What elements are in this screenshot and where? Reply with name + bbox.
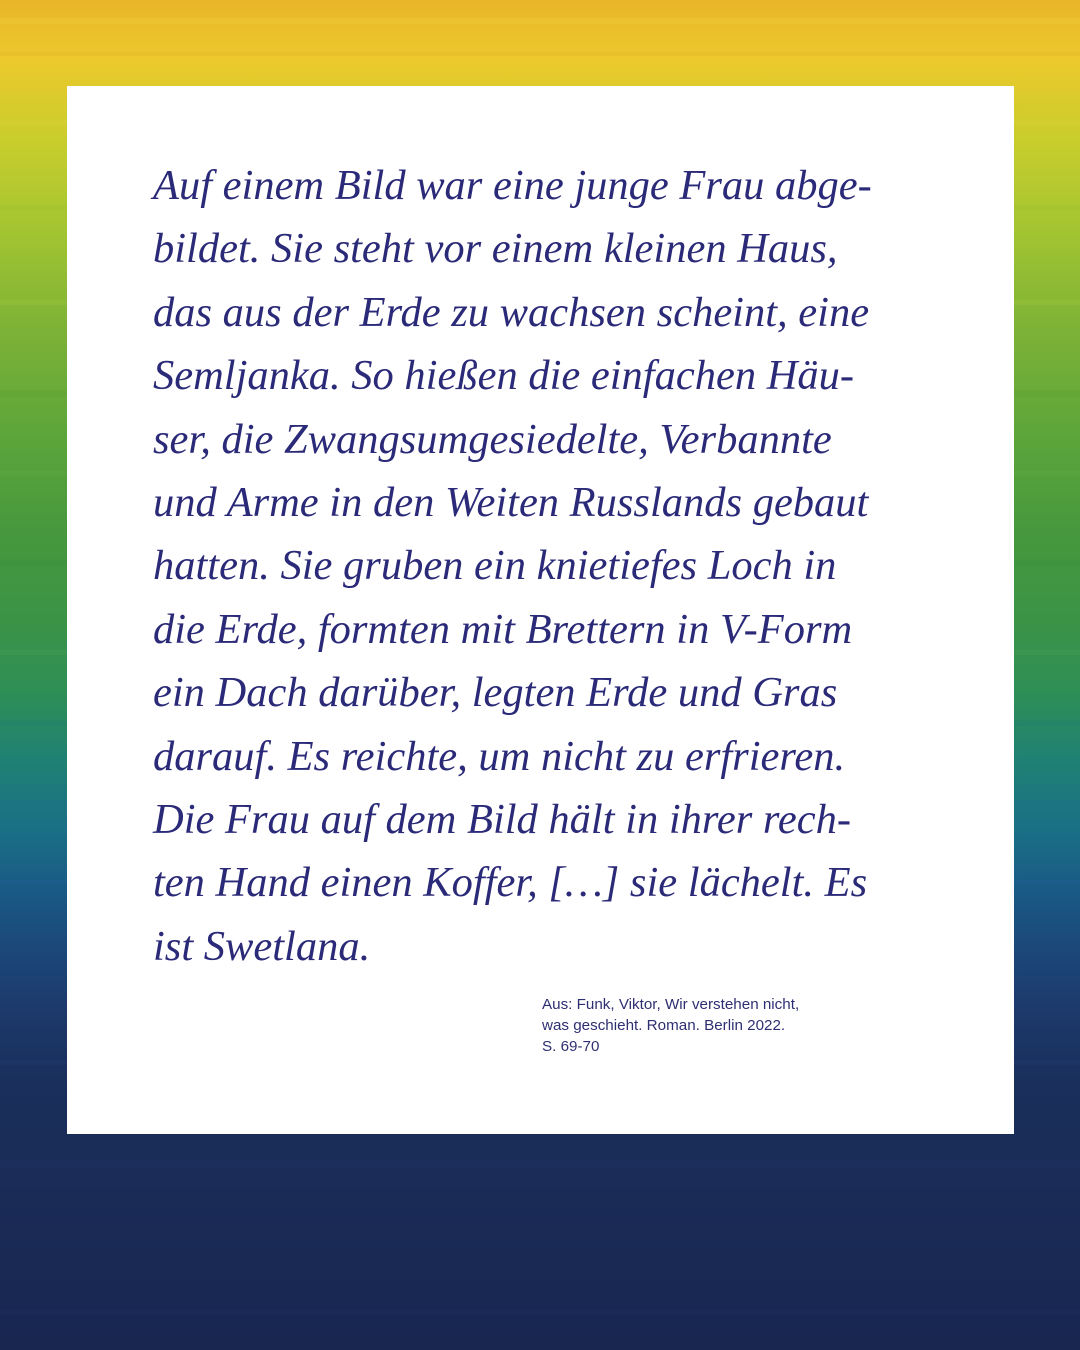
quote-line: Die Frau auf dem Bild hält in ihrer rech- bbox=[153, 796, 851, 844]
quote-line: das aus der Erde zu wachsen scheint, eine bbox=[153, 288, 870, 336]
quote-line: Auf einem Bild war eine junge Frau abge- bbox=[153, 162, 872, 209]
quote-line: bildet. Sie steht vor einem kleinen Haus, bbox=[153, 225, 838, 273]
quote-line: darauf. Es reichte, um nicht zu erfrieren. bbox=[153, 732, 846, 780]
quote-line: die Erde, formten mit Brettern in V-Form bbox=[153, 605, 853, 653]
quote-card bbox=[67, 86, 1014, 1134]
quote-line: ist Swetlana. bbox=[153, 922, 371, 970]
quote-line: ten Hand einen Koffer, […] sie lächelt. Es bbox=[153, 859, 868, 907]
quote-line: und Arme in den Weiten Russlands gebaut bbox=[153, 479, 869, 527]
quote-text bbox=[153, 154, 953, 978]
source-citation bbox=[542, 994, 942, 1057]
quote-line: ein Dach darüber, legten Erde und Gras bbox=[153, 669, 838, 717]
quote-line: Semljanka. So hießen die einfachen Häu- bbox=[153, 352, 855, 400]
source-line: Aus: Funk, Viktor, Wir verstehen nicht, bbox=[542, 996, 800, 1013]
quote-line: ser, die Zwangsumgesiedelte, Verbannte bbox=[153, 415, 832, 463]
source-line: was geschieht. Roman. Berlin 2022. bbox=[542, 1017, 786, 1034]
source-line: S. 69-70 bbox=[542, 1038, 600, 1055]
quote-line: hatten. Sie gruben ein knietiefes Loch in bbox=[153, 542, 837, 590]
